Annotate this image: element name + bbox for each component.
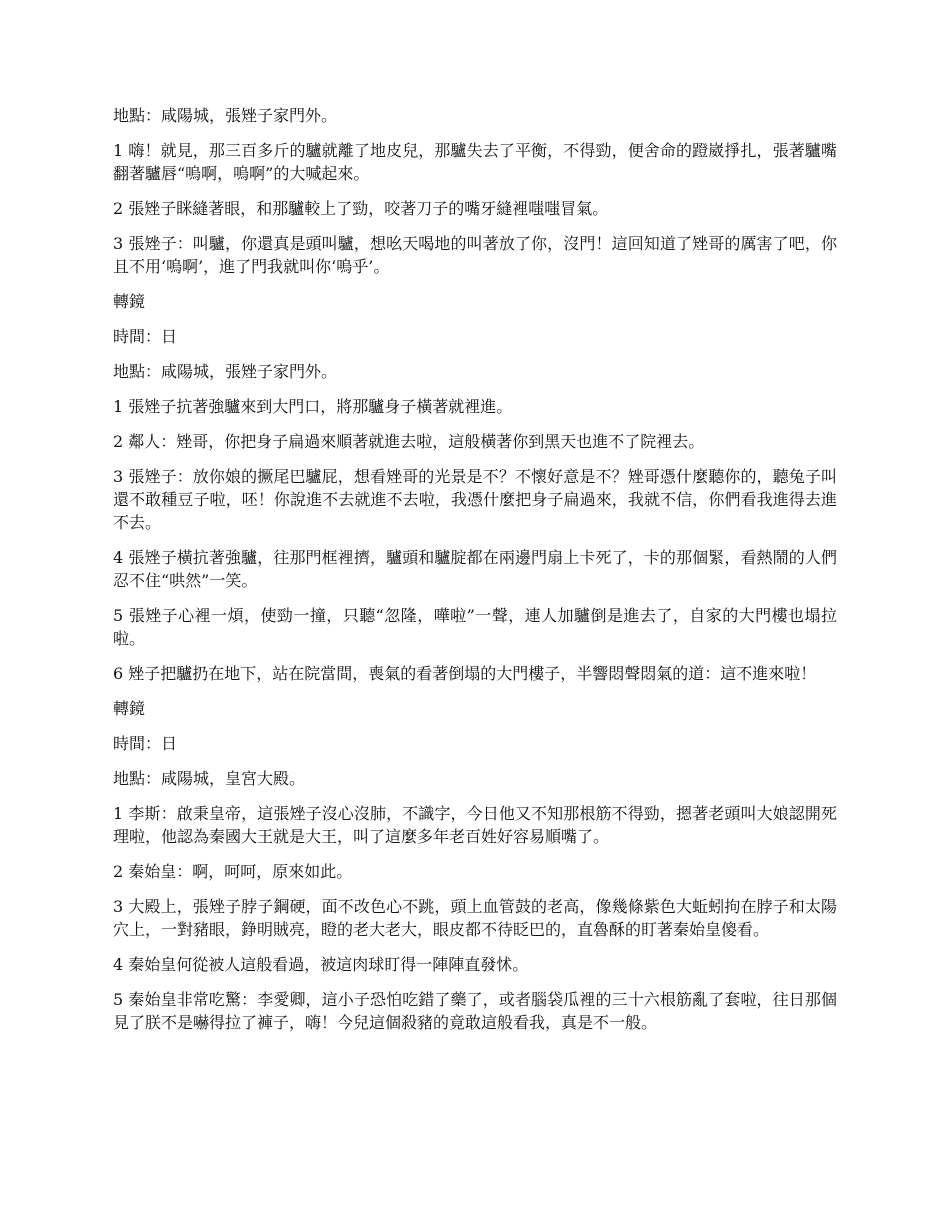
paragraph: 3 張矬子：放你娘的撅尾巴驢屁，想看矬哥的光景是不？不懷好意是不？矬哥憑什麼聽你的，聽兔子叫還不敢種豆子啦，呸！你說進不去就進不去啦，我憑什麼把身子扁過來，我就不信，你們看我進得去進不去。 xyxy=(113,467,837,532)
paragraph: 地點：咸陽城，張矬子家門外。 xyxy=(113,106,338,125)
paragraph: 1 張矬子抗著強驢來到大門口，將那驢身子橫著就裡進。 xyxy=(113,397,513,416)
paragraph: 5 張矬子心裡一煩，使勁一撞，只聽“忽隆，嘩啦”一聲，連人加驢倒是進去了，自家的大門樓也塌拉啦。 xyxy=(113,606,837,648)
paragraph: 2 鄰人：矬哥，你把身子扁過來順著就進去啦，這般橫著你到黑天也進不了院裡去。 xyxy=(113,432,705,451)
scene-location: 地點：咸陽城，皇宮大殿。 xyxy=(113,769,306,788)
paragraph: 4 張矬子橫抗著強驢，往那門框裡擠，驢頭和驢腚都在兩邊門扇上卡死了，卡的那個緊，看熱鬧的人們忍不住“哄然”一笑。 xyxy=(113,548,837,590)
scene-time: 時間：日 xyxy=(113,327,178,346)
paragraph: 2 張矬子眯縫著眼，和那驢較上了勁，咬著刀子的嘴牙縫裡嗤嗤冒氣。 xyxy=(113,199,609,218)
scene-location: 地點：咸陽城，張矬子家門外。 xyxy=(113,362,338,381)
scene-cut-heading: 轉鏡 xyxy=(113,292,146,311)
paragraph: 4 秦始皇何從被人這般看過，被這肉球盯得一陣陣直發怵。 xyxy=(113,955,529,974)
document-body xyxy=(113,104,837,1046)
paragraph: 6 矬子把驢扔在地下，站在院當間，喪氣的看著倒塌的大門樓子，半響悶聲悶氣的道：這不進來啦！ xyxy=(113,664,817,683)
paragraph: 2 秦始皇：啊，呵呵，原來如此。 xyxy=(113,862,353,881)
paragraph: 1 李斯：啟秉皇帝，這張矬子沒心沒肺，不識字，今日他又不知那根筋不得勁，摁著老頭叫大娘認開死理啦，他認為秦國大王就是大王，叫了這麼多年老百姓好容易順嘴了。 xyxy=(113,804,837,846)
paragraph: 5 秦始皇非常吃驚：李愛卿，這小子恐怕吃錯了藥了，或者腦袋瓜裡的三十六根筋亂了套啦，往日那個見了朕不是嚇得拉了褲子，嗨！今兒這個殺豬的竟敢這般看我，真是不一般。 xyxy=(113,990,837,1032)
paragraph: 1 嗨！就見，那三百多斤的驢就離了地皮兒，那驢失去了平衡，不得勁，便舍命的蹬崴掙扎，張著驢嘴翻著驢唇“嗚啊，嗚啊”的大喊起來。 xyxy=(113,141,837,183)
paragraph: 3 張矬子：叫驢，你還真是頭叫驢，想吆天喝地的叫著放了你，沒門！這回知道了矬哥的厲害了吧，你且不用‘嗚啊’，進了門我就叫你‘嗚乎’。 xyxy=(113,234,837,276)
scene-cut-heading: 轉鏡 xyxy=(113,699,146,718)
scene-time: 時間：日 xyxy=(113,734,178,753)
paragraph: 3 大殿上，張矬子脖子鋼硬，面不改色心不跳，頭上血管鼓的老高，像幾條紫色大蚯蚓拘在脖子和太陽穴上，一對豬眼，錚明賊亮，瞪的老大老大，眼皮都不待眨巴的，直魯酥的盯著秦始皇傻看。 xyxy=(113,897,837,939)
